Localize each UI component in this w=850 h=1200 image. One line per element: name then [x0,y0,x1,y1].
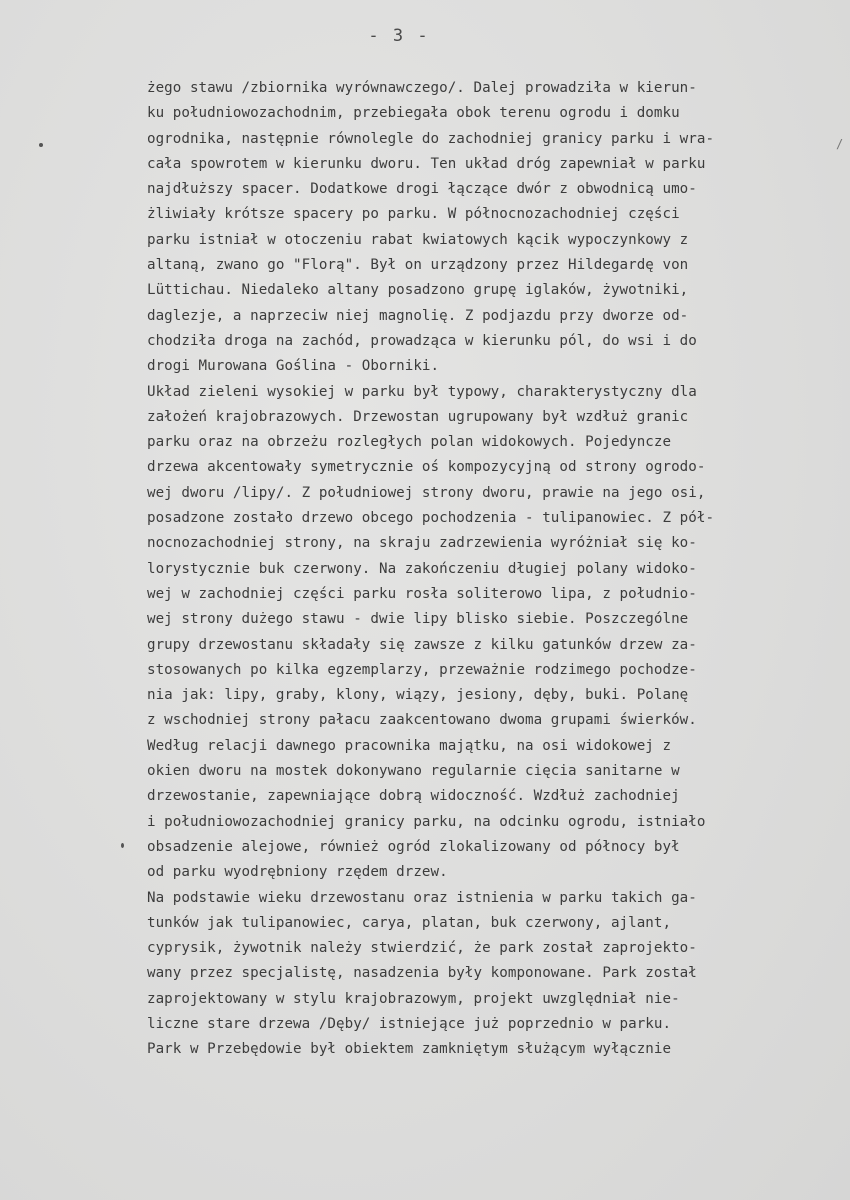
text-line: Lüttichau. Niedaleko altany posadzono grupę iglaków, żywotniki, [147,282,689,299]
text-line: drzewostanie, zapewniające dobrą widoczność. Wzdłuż zachodniej [147,788,680,805]
page-number: - 3 - [368,26,430,46]
text-line: ogrodnika, następnie równolegle do zachodniej granicy parku i wra- [147,130,715,147]
text-line: Na podstawie wieku drzewostanu oraz istnienia w parku takich ga- [147,889,697,906]
text-line: wej strony dużego stawu - dwie lipy blisko siebie. Poszczególne [147,611,689,628]
text-line: okien dworu na mostek dokonywano regularnie cięcia sanitarne w [147,763,680,780]
text-line: wany przez specjalistę, nasadzenia były komponowane. Park został [147,965,697,982]
text-line: żego stawu /zbiornika wyrównawczego/. Dalej prowadziła w kierun- [147,80,697,96]
text-line: obsadzenie alejowe, również ogród zlokalizowany od północy był [147,838,680,855]
text-line: ku południowozachodnim, przebiegała obok terenu ogrodu i domku [147,105,680,122]
text-line: Według relacji dawnego pracownika majątku, na osi widokowej z [147,737,672,754]
text-line: założeń krajobrazowych. Drzewostan ugrupowany był wzdłuż granic [147,408,689,425]
text-line: wej w zachodniej części parku rosła soliterowo lipa, z południo- [147,585,697,602]
text-line: drogi Murowana Goślina - Oborniki. [147,358,440,375]
text-line: Park w Przebędowie był obiektem zamkniętym służącym wyłącznie [147,1041,672,1058]
text-line: cała spowrotem w kierunku dworu. Ten układ dróg zapewniał w parku [147,155,706,172]
margin-dot [39,143,43,147]
text-line: nia jak: lipy, graby, klony, wiązy, jesiony, dęby, buki. Polanę [147,687,689,704]
text-line: lorystycznie buk czerwony. Na zakończeniu długiej polany widoko- [147,560,697,577]
text-line: altaną, zwano go "Florą". Był on urządzony przez Hildegardę von [147,257,689,274]
text-line: posadzone zostało drzewo obcego pochodzenia - tulipanowiec. Z pół- [147,510,715,527]
text-line: parku oraz na obrzeżu rozległych polan widokowych. Pojedyncze [147,434,672,451]
text-line: daglezje, a naprzeciw niej magnolię. Z podjazdu przy dworze od- [147,307,689,324]
text-line: żliwiały krótsze spacery po parku. W północnozachodniej części [147,206,680,223]
text-line: tunków jak tulipanowiec, carya, platan, buk czerwony, ajlant, [147,914,672,931]
text-line: najdłuższy spacer. Dodatkowe drogi łączące dwór z obwodnicą umo- [147,181,697,198]
text-line: od parku wyodrębniony rzędem drzew. [147,864,448,881]
text-line: Układ zieleni wysokiej w parku był typowy, charakterystyczny dla [147,383,697,400]
text-line: wej dworu /lipy/. Z południowej strony dworu, prawie na jego osi, [147,484,706,501]
text-line: grupy drzewostanu składały się zawsze z kilku gatunków drzew za- [147,636,697,653]
text-line: stosowanych po kilka egzemplarzy, przeważnie rodzimego pochodze- [147,661,697,678]
text-line: z wschodniej strony pałacu zaakcentowano dwoma grupami świerków. [147,712,697,729]
text-line: liczne stare drzewa /Dęby/ istniejące już poprzednio w parku. [147,1015,672,1032]
text-line: parku istniał w otoczeniu rabat kwiatowych kącik wypoczynkowy z [147,231,689,248]
text-line: chodziła droga na zachód, prowadząca w kierunku pól, do wsi i do [147,332,697,349]
text-line: cyprysik, żywotnik należy stwierdzić, że park został zaprojekto- [147,940,697,957]
body-text [147,76,827,1063]
margin-slash: / [836,137,844,151]
text-line: zaprojektowany w stylu krajobrazowym, projekt uwzględniał nie- [147,990,680,1007]
text-line: i południowozachodniej granicy parku, na odcinku ogrodu, istniało [147,813,706,830]
text-line: nocnozachodniej strony, na skraju zadrzewienia wyróżniał się ko- [147,535,697,552]
margin-dot [121,843,124,848]
text-line: drzewa akcentowały symetrycznie oś kompozycyjną od strony ogrodo- [147,459,706,476]
